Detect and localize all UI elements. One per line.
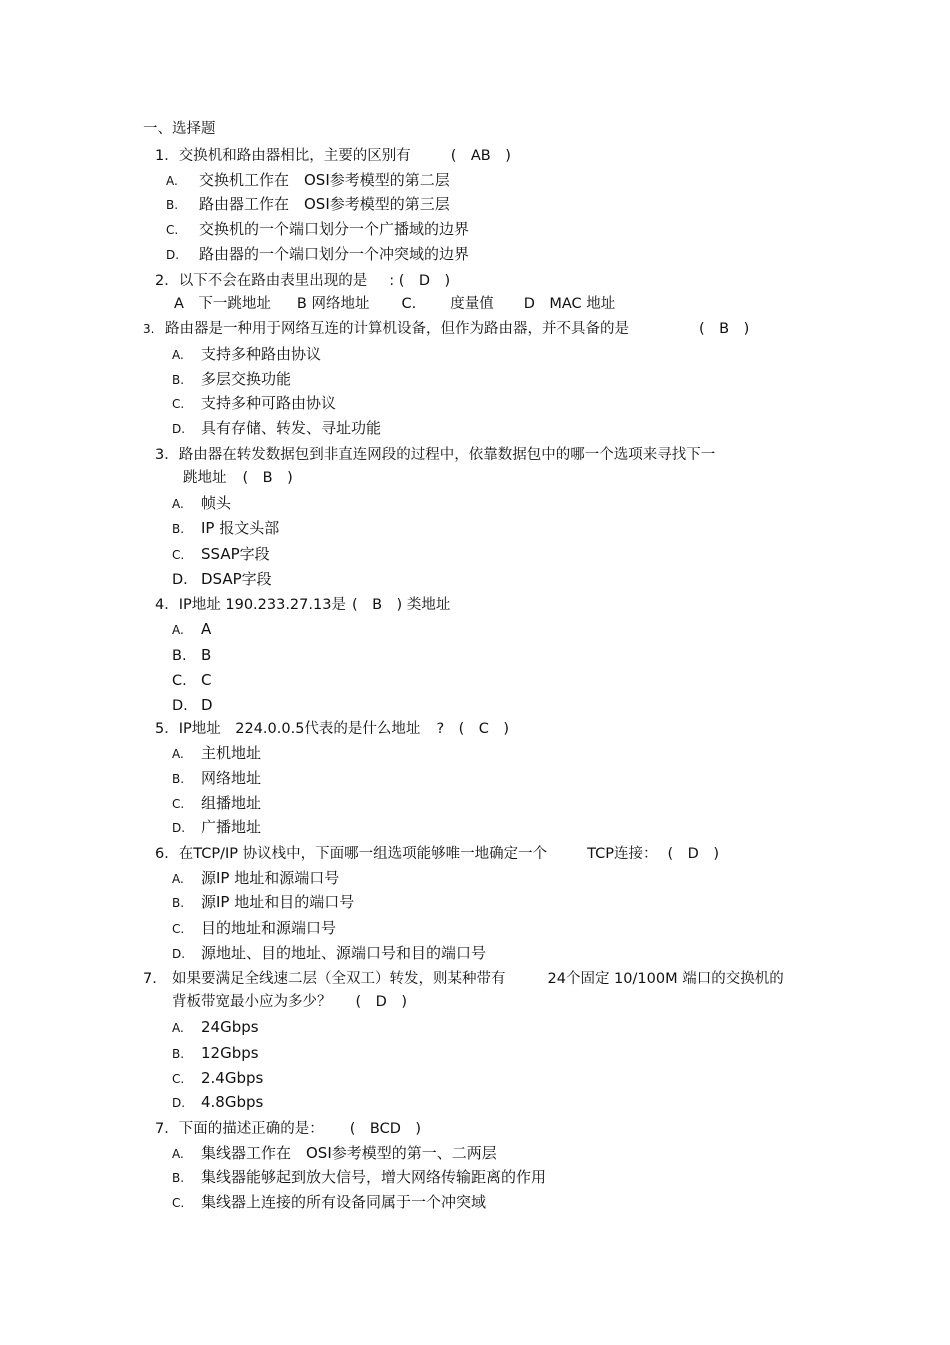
question-5 <box>155 720 509 738</box>
question-stem: IP地址 224.0.0.5代表的是什么地址 <box>178 721 421 737</box>
question-stem-b: TCP连接： <box>587 846 658 862</box>
question-number: 1． <box>155 148 179 164</box>
question-number: 2． <box>155 273 179 289</box>
question-6 <box>155 845 719 863</box>
option <box>172 1093 263 1112</box>
question-number: 6． <box>155 846 179 862</box>
option-text: 交换机工作在 OSI参考模型的第二层 <box>199 171 450 189</box>
option-inline: 度量值 <box>450 296 494 312</box>
question-3a <box>143 320 749 338</box>
option-label: C. <box>172 922 185 936</box>
option-text: DSAP字段 <box>201 570 272 588</box>
question-number: 3. <box>143 322 155 336</box>
option <box>172 419 381 438</box>
answer: ( D ) <box>667 846 719 862</box>
question-7a-cont <box>172 993 407 1011</box>
option <box>172 1069 263 1088</box>
option-text: 多层交换功能 <box>201 370 292 388</box>
option-text: 路由器的一个端口划分一个冲突域的边界 <box>199 245 470 263</box>
question-stem: 以下不会在路由表里出现的是 <box>178 273 368 289</box>
option-text: 支持多种路由协议 <box>201 345 322 363</box>
option-text: C <box>201 671 212 689</box>
answer: ( B ) <box>699 321 750 337</box>
question-2 <box>155 272 450 290</box>
option-label: D. <box>172 947 186 961</box>
question-stem-cont: 背板带宽最小应为多少？ <box>172 994 332 1010</box>
question-4 <box>155 596 450 614</box>
option-text: 12Gbps <box>201 1044 259 1062</box>
option <box>172 494 231 513</box>
option <box>172 620 211 639</box>
option-label: D. <box>172 572 188 588</box>
option-inline: A 下一跳地址 <box>174 296 271 312</box>
option-text: 集线器能够起到放大信号，增大网络传输距离的作用 <box>201 1168 547 1186</box>
question-3b-cont <box>183 469 293 487</box>
option-label: B. <box>172 648 187 664</box>
option-label: A. <box>172 348 184 362</box>
option-text: IP 报文头部 <box>201 519 280 537</box>
option <box>172 519 279 538</box>
option-label: C. <box>172 548 185 562</box>
option-text: 帧头 <box>201 494 232 512</box>
answer: ( B ) 类地址 <box>351 597 451 613</box>
option-text: 广播地址 <box>201 818 262 836</box>
option-text: 集线器工作在 OSI参考模型的第一、二两层 <box>201 1144 497 1162</box>
option-label: B. <box>172 896 185 910</box>
option-text: 源IP 地址和源端口号 <box>201 869 340 887</box>
option-label: C. <box>172 797 185 811</box>
option-label: B. <box>166 198 179 212</box>
option <box>172 794 261 813</box>
question-number: 3． <box>155 447 179 463</box>
option <box>166 195 450 214</box>
option-inline: D MAC 地址 <box>523 296 616 312</box>
option-label: B. <box>172 373 185 387</box>
option-text: 路由器工作在 OSI参考模型的第三层 <box>199 195 450 213</box>
option <box>172 1144 497 1163</box>
option-label: C. <box>172 397 185 411</box>
answer: ( BCD ) <box>349 1121 422 1137</box>
answer: ( AB ) <box>450 148 511 164</box>
option-text: 24Gbps <box>201 1018 259 1036</box>
answer: ( D ) <box>355 994 407 1010</box>
question-number: 7. <box>143 971 157 987</box>
question-stem: 在TCP/IP 协议栈中，下面哪一组选项能够唯一地确定一个 <box>178 846 548 862</box>
question-stem-b: 24个固定 10/100M 端口的交换机的 <box>547 971 784 987</box>
option <box>172 1193 486 1212</box>
option-text: 组播地址 <box>201 794 262 812</box>
answer: : ( D ) <box>389 273 451 289</box>
question-stem: 下面的描述正确的是： <box>178 1121 324 1137</box>
option-label: B. <box>172 1171 185 1185</box>
option <box>172 570 272 589</box>
option-label: B. <box>172 522 185 536</box>
question-number: 5． <box>155 721 179 737</box>
question-stem: 路由器在转发数据包到非直连网段的过程中，依靠数据包中的哪一个选项来寻找下一 <box>178 447 716 463</box>
option-text: 交换机的一个端口划分一个广播域的边界 <box>199 220 470 238</box>
option-inline: C. <box>401 296 417 312</box>
option-text: 源地址、目的地址、源端口号和目的端口号 <box>201 944 487 962</box>
option-text: D <box>201 696 213 714</box>
option <box>172 818 261 837</box>
option-text: 目的地址和源端口号 <box>201 919 337 937</box>
option-label: A. <box>172 497 184 511</box>
option-text: B <box>201 646 212 664</box>
option <box>172 646 211 665</box>
section-title: 一、选择题 <box>143 121 216 137</box>
option-label: C. <box>172 1072 185 1086</box>
option <box>172 696 213 715</box>
option <box>172 869 339 888</box>
option <box>172 394 336 413</box>
option <box>172 345 321 364</box>
option-label: A. <box>166 174 178 188</box>
question-7a <box>143 970 784 988</box>
option <box>172 919 336 938</box>
option-label: A. <box>172 872 184 886</box>
option <box>166 245 469 264</box>
option <box>166 220 469 239</box>
answer: ( B ) <box>242 470 293 486</box>
question-stem: 如果要满足全线速二层（全双工）转发，则某种带有 <box>172 971 506 987</box>
option-text: 支持多种可路由协议 <box>201 394 337 412</box>
option-text: 具有存储、转发、寻址功能 <box>201 419 382 437</box>
option-text: 集线器上连接的所有设备同属于一个冲突域 <box>201 1193 487 1211</box>
question-number: 4． <box>155 597 179 613</box>
option-text: 网络地址 <box>201 769 262 787</box>
question-stem-cont: 跳地址 <box>183 470 227 486</box>
option <box>172 893 354 912</box>
option <box>166 171 450 190</box>
option <box>172 744 261 763</box>
option <box>172 769 261 788</box>
option <box>172 1044 259 1063</box>
inline-options <box>174 295 615 313</box>
option-text: 主机地址 <box>201 744 262 762</box>
question-1 <box>155 147 511 165</box>
option-label: A. <box>172 1147 184 1161</box>
option-text: SSAP字段 <box>201 545 270 563</box>
option <box>172 944 486 963</box>
question-3b <box>155 446 715 464</box>
option-inline: B 网络地址 <box>296 296 370 312</box>
option <box>172 1018 259 1037</box>
option-label: B. <box>172 772 185 786</box>
option <box>172 370 291 389</box>
option-text: A <box>201 620 212 638</box>
option-label: A. <box>172 1021 184 1035</box>
option-label: A. <box>172 747 184 761</box>
question-stem: 交换机和路由器相比，主要的区别有 <box>178 148 411 164</box>
option-label: C. <box>166 223 179 237</box>
option-label: C. <box>172 1196 185 1210</box>
option-label: D. <box>172 1096 186 1110</box>
option <box>172 545 270 564</box>
question-7b <box>155 1120 421 1138</box>
option-label: D. <box>172 698 188 714</box>
question-stem: 路由器是一种用于网络互连的计算机设备，但作为路由器，并不具备的是 <box>165 321 629 337</box>
option-label: D. <box>172 422 186 436</box>
question-stem: IP地址 190.233.27.13是 <box>178 597 346 613</box>
option-text: 2.4Gbps <box>201 1069 264 1087</box>
option-label: B. <box>172 1047 185 1061</box>
option-text: 4.8Gbps <box>201 1093 264 1111</box>
option <box>172 671 211 690</box>
option-label: D. <box>172 821 186 835</box>
option-label: A. <box>172 623 184 637</box>
option-label: D. <box>166 248 180 262</box>
option <box>172 1168 546 1187</box>
option-text: 源IP 地址和目的端口号 <box>201 893 355 911</box>
option-label: C. <box>172 673 187 689</box>
question-number: 7． <box>155 1121 179 1137</box>
answer: ? ( C ) <box>436 721 510 737</box>
